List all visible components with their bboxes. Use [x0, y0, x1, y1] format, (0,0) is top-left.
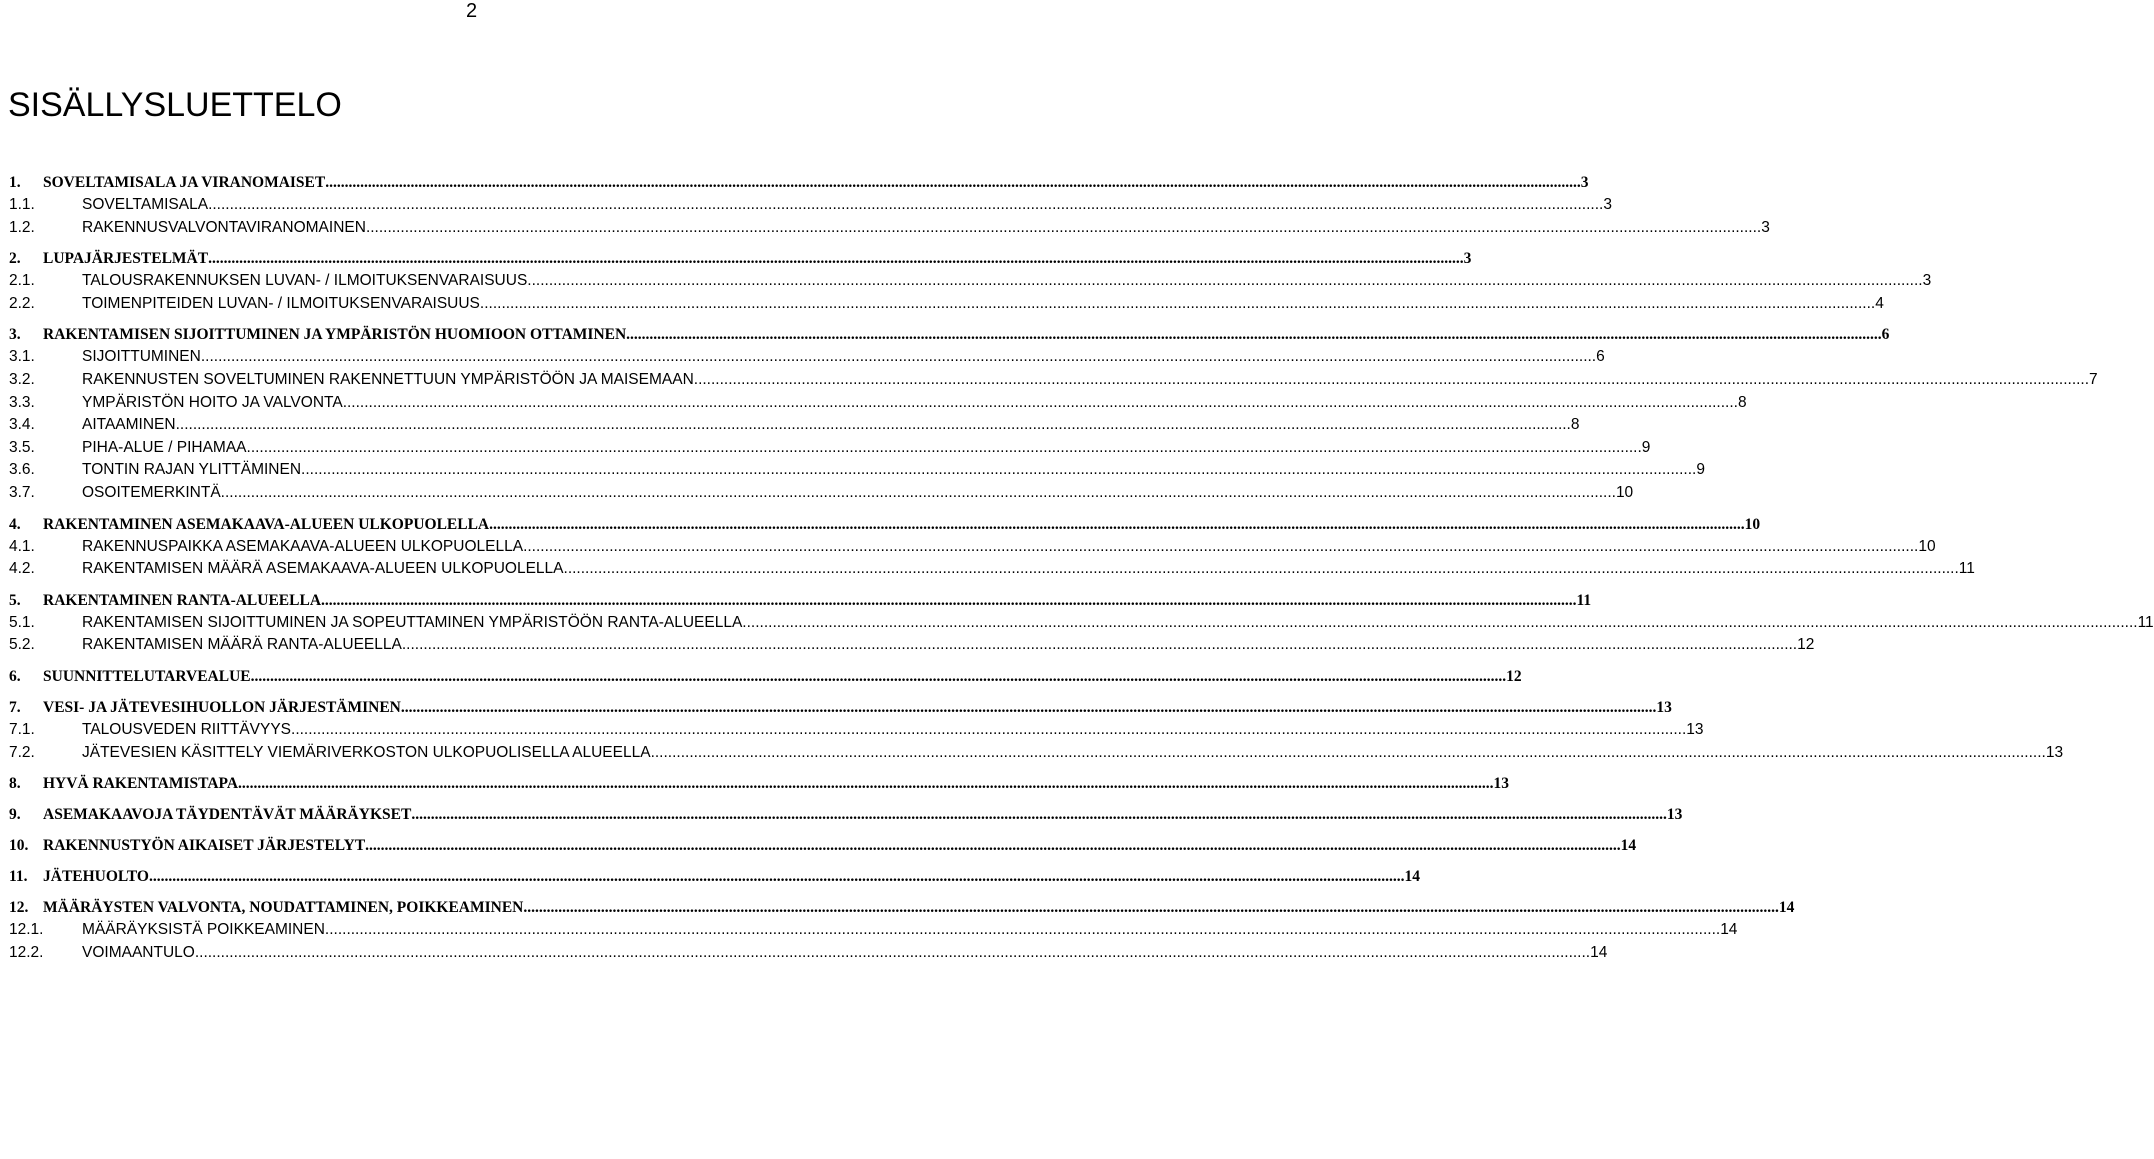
toc-entry-page: 13 — [1666, 806, 1683, 824]
toc-entry-number: 2.1. — [9, 272, 35, 290]
toc-entry-number: 3.4. — [9, 416, 35, 434]
toc-entry-page: 13 — [1493, 775, 1510, 793]
toc-entry-number: 5. — [9, 591, 21, 609]
dot-leader — [411, 806, 1667, 824]
toc-entry-page: 10 — [1744, 515, 1761, 533]
toc-entry[interactable] — [9, 218, 1770, 242]
toc-entry-page: 11 — [1958, 560, 1975, 578]
toc-entry-title: HYVÄ RAKENTAMISTAPA — [43, 775, 239, 793]
toc-entry[interactable] — [9, 743, 2064, 767]
dot-leader — [651, 744, 2046, 762]
toc-entry-number: 5.1. — [9, 613, 35, 631]
toc-entry-title: JÄTEHUOLTO — [43, 868, 149, 886]
dot-leader — [489, 516, 1745, 534]
toc-entry-page: 6 — [1881, 326, 1890, 344]
dot-leader — [694, 371, 2089, 389]
dot-leader — [480, 295, 1875, 313]
toc-entry-page: 13 — [2045, 743, 2064, 761]
toc-entry[interactable] — [9, 613, 2154, 637]
dot-leader — [208, 196, 1603, 214]
toc-entry-number: 6. — [9, 667, 21, 685]
table-of-contents — [9, 174, 2154, 966]
toc-entry-number: 7.2. — [9, 743, 35, 761]
toc-entry-number: 3.6. — [9, 461, 35, 479]
toc-entry[interactable] — [9, 537, 1936, 561]
toc-entry[interactable] — [9, 393, 1747, 417]
toc-entry-page: 14 — [1778, 899, 1795, 917]
dot-leader — [251, 668, 1507, 686]
toc-entry-page: 14 — [1620, 837, 1637, 855]
toc-entry[interactable] — [9, 370, 2098, 394]
toc-entry[interactable] — [9, 698, 1672, 721]
dot-leader — [195, 944, 1590, 962]
toc-entry[interactable] — [9, 560, 1975, 583]
toc-entry[interactable] — [9, 921, 1738, 944]
dot-leader — [401, 699, 1657, 717]
dot-leader — [208, 250, 1464, 268]
toc-entry-number: 3.5. — [9, 438, 35, 456]
toc-entry-number: 12.2. — [9, 943, 44, 961]
toc-entry-page: 14 — [1404, 868, 1420, 886]
toc-entry-page: 12 — [1797, 636, 1815, 654]
dot-leader — [321, 592, 1577, 610]
toc-entry[interactable] — [9, 326, 1890, 348]
toc-entry-title: ASEMAKAAVOJA TÄYDENTÄVÄT MÄÄRÄYKSET — [43, 806, 412, 824]
toc-entry-page: 10 — [1918, 537, 1936, 555]
toc-entry-page: 3 — [1463, 250, 1472, 268]
dot-leader — [564, 560, 1959, 578]
toc-entry-page: 8 — [1570, 416, 1580, 434]
toc-entry[interactable] — [9, 720, 1704, 744]
toc-entry-number: 4.1. — [9, 537, 35, 555]
toc-entry-page: 8 — [1737, 393, 1747, 411]
toc-entry[interactable] — [9, 250, 1472, 272]
toc-entry-page: 10 — [1615, 483, 1634, 501]
toc-entry-title: JÄTEVESIEN KÄSITTELY VIEMÄRIVERKOSTON ULKOPUOLISELLA ALUEELLA — [82, 743, 651, 761]
toc-entry[interactable] — [9, 591, 1592, 614]
toc-entry-number: 3.1. — [9, 348, 35, 366]
toc-entry[interactable] — [9, 943, 1608, 967]
toc-entry[interactable] — [9, 899, 1795, 921]
toc-entry-page: 7 — [2089, 370, 2098, 388]
toc-entry[interactable] — [9, 294, 1884, 318]
toc-entry[interactable] — [9, 667, 1522, 690]
toc-entry[interactable] — [9, 837, 1637, 859]
toc-entry-number: 4.2. — [9, 560, 35, 578]
toc-entry-title: RAKENTAMISEN SIJOITTUMINEN JA SOPEUTTAMINEN YMPÄRISTÖÖN RANTA-ALUEELLA — [82, 613, 743, 631]
dot-leader — [201, 348, 1596, 366]
page-title: SISÄLLYSLUETTELO — [8, 86, 342, 124]
toc-entry-number: 1. — [9, 174, 21, 191]
toc-entry-number: 3. — [9, 326, 21, 344]
toc-entry-title: RAKENNUSTEN SOVELTUMINEN RAKENNETTUUN YMPÄRISTÖÖN JA MAISEMAAN — [82, 370, 694, 388]
toc-entry-title: TALOUSVEDEN RIITTÄVYYS — [82, 720, 292, 738]
dot-leader — [626, 326, 1882, 344]
toc-entry-title: SOVELTAMISALA — [82, 196, 209, 213]
toc-entry-page: 14 — [1720, 921, 1738, 939]
toc-entry-title: VOIMAANTULO — [82, 943, 195, 961]
dot-leader — [366, 219, 1761, 237]
toc-entry-number: 3.3. — [9, 393, 35, 411]
toc-entry-title: VESI- JA JÄTEVESIHUOLLON JÄRJESTÄMINEN — [43, 698, 401, 716]
toc-entry-title: YMPÄRISTÖN HOITO JA VALVONTA — [82, 393, 343, 411]
toc-entry-title: SUUNNITTELUTARVEALUE — [43, 667, 251, 685]
toc-entry-number: 1.1. — [9, 196, 35, 213]
toc-entry-title: SIJOITTUMINEN — [82, 348, 201, 366]
toc-entry-title: AITAAMINEN — [82, 416, 176, 434]
dot-leader — [523, 899, 1779, 917]
toc-entry-page: 12 — [1506, 667, 1522, 685]
toc-entry-number: 11. — [9, 868, 28, 886]
dot-leader — [301, 461, 1696, 479]
dot-leader — [149, 868, 1405, 886]
toc-entry[interactable] — [9, 636, 1815, 659]
toc-entry-title: RAKENTAMISEN MÄÄRÄ RANTA-ALUEELLA — [82, 636, 402, 654]
toc-entry[interactable] — [9, 483, 1634, 507]
toc-entry-page: 3 — [1580, 174, 1589, 191]
page-number: 2 — [466, 0, 478, 22]
toc-entry[interactable] — [9, 196, 1612, 219]
toc-entry-page: 9 — [1696, 461, 1705, 479]
toc-entry-title: TONTIN RAJAN YLITTÄMINEN — [82, 461, 302, 479]
toc-entry-number: 9. — [9, 806, 21, 824]
toc-entry-page: 3 — [1603, 196, 1612, 213]
toc-entry-title: PIHA-ALUE / PIHAMAA — [82, 438, 247, 456]
dot-leader — [325, 921, 1720, 939]
toc-entry[interactable] — [9, 348, 1605, 371]
toc-entry-title: RAKENNUSTYÖN AIKAISET JÄRJESTELYT — [43, 837, 366, 855]
toc-entry-number: 2.2. — [9, 294, 35, 312]
toc-entry[interactable] — [9, 515, 1761, 538]
toc-entry-number: 10. — [9, 837, 29, 855]
toc-entry-number: 5.2. — [9, 636, 35, 654]
dot-leader — [343, 394, 1738, 412]
toc-entry-title: RAKENTAMISEN MÄÄRÄ ASEMAKAAVA-ALUEEN ULKOPUOLELLA — [82, 560, 564, 578]
toc-entry-title: RAKENNUSPAIKKA ASEMAKAAVA-ALUEEN ULKOPUOLELLA — [82, 537, 524, 555]
toc-entry-page: 13 — [1656, 698, 1672, 716]
toc-entry[interactable] — [9, 775, 1510, 797]
toc-entry[interactable] — [9, 174, 1589, 196]
dot-leader — [527, 272, 1922, 290]
toc-entry-title: LUPAJÄRJESTELMÄT — [43, 250, 209, 268]
toc-entry-number: 8. — [9, 775, 21, 793]
dot-leader — [221, 484, 1616, 502]
toc-entry-page: 14 — [1590, 943, 1608, 961]
toc-entry-page: 3 — [1922, 272, 1932, 290]
toc-entry[interactable] — [9, 461, 1705, 484]
toc-entry-page: 11 — [2137, 613, 2154, 631]
toc-entry-number: 3.2. — [9, 370, 35, 388]
toc-entry-page: 6 — [1596, 348, 1605, 366]
toc-entry-page: 4 — [1875, 294, 1884, 312]
dot-leader — [238, 775, 1494, 793]
toc-entry-title: MÄÄRÄYKSISTÄ POIKKEAMINEN — [82, 921, 325, 939]
dot-leader — [365, 837, 1621, 855]
toc-entry-number: 12.1. — [9, 921, 44, 939]
toc-entry-number: 1.2. — [9, 218, 35, 236]
toc-entry-number: 12. — [9, 899, 29, 917]
dot-leader — [742, 614, 2137, 632]
toc-entry-title: RAKENTAMINEN RANTA-ALUEELLA — [43, 591, 322, 609]
toc-entry[interactable] — [9, 272, 1932, 295]
toc-entry[interactable] — [9, 438, 1651, 462]
toc-entry[interactable] — [9, 416, 1580, 439]
toc-entry-page: 3 — [1761, 218, 1770, 236]
toc-entry-title: TALOUSRAKENNUKSEN LUVAN- / ILMOITUKSENVARAISUUS — [82, 272, 528, 290]
toc-entry-number: 4. — [9, 515, 21, 533]
toc-entry-number: 3.7. — [9, 483, 35, 501]
toc-entry-title: SOVELTAMISALA JA VIRANOMAISET — [43, 174, 326, 191]
dot-leader — [402, 636, 1797, 654]
dot-leader — [247, 439, 1642, 457]
dot-leader — [325, 174, 1581, 192]
toc-entry-page: 11 — [1576, 591, 1592, 609]
toc-entry-title: RAKENTAMINEN ASEMAKAAVA-ALUEEN ULKOPUOLELLA — [43, 515, 490, 533]
toc-entry-number: 2. — [9, 250, 21, 268]
dot-leader — [523, 538, 1918, 556]
toc-entry-page: 13 — [1686, 720, 1704, 738]
toc-entry-title: TOIMENPITEIDEN LUVAN- / ILMOITUKSENVARAISUUS — [82, 294, 480, 312]
dot-leader — [176, 416, 1571, 434]
toc-entry-title: MÄÄRÄYSTEN VALVONTA, NOUDATTAMINEN, POIKKEAMINEN — [43, 899, 524, 917]
toc-entry-page: 9 — [1641, 438, 1651, 456]
toc-entry[interactable] — [9, 868, 1420, 890]
toc-entry-number: 7. — [9, 698, 21, 716]
toc-entry[interactable] — [9, 806, 1683, 828]
toc-entry-number: 7.1. — [9, 720, 35, 738]
dot-leader — [291, 721, 1686, 739]
toc-entry-title: RAKENTAMISEN SIJOITTUMINEN JA YMPÄRISTÖN HUOMIOON OTTAMINEN — [43, 326, 627, 344]
toc-entry-title: OSOITEMERKINTÄ — [82, 483, 221, 501]
toc-entry-title: RAKENNUSVALVONTAVIRANOMAINEN — [82, 218, 366, 236]
